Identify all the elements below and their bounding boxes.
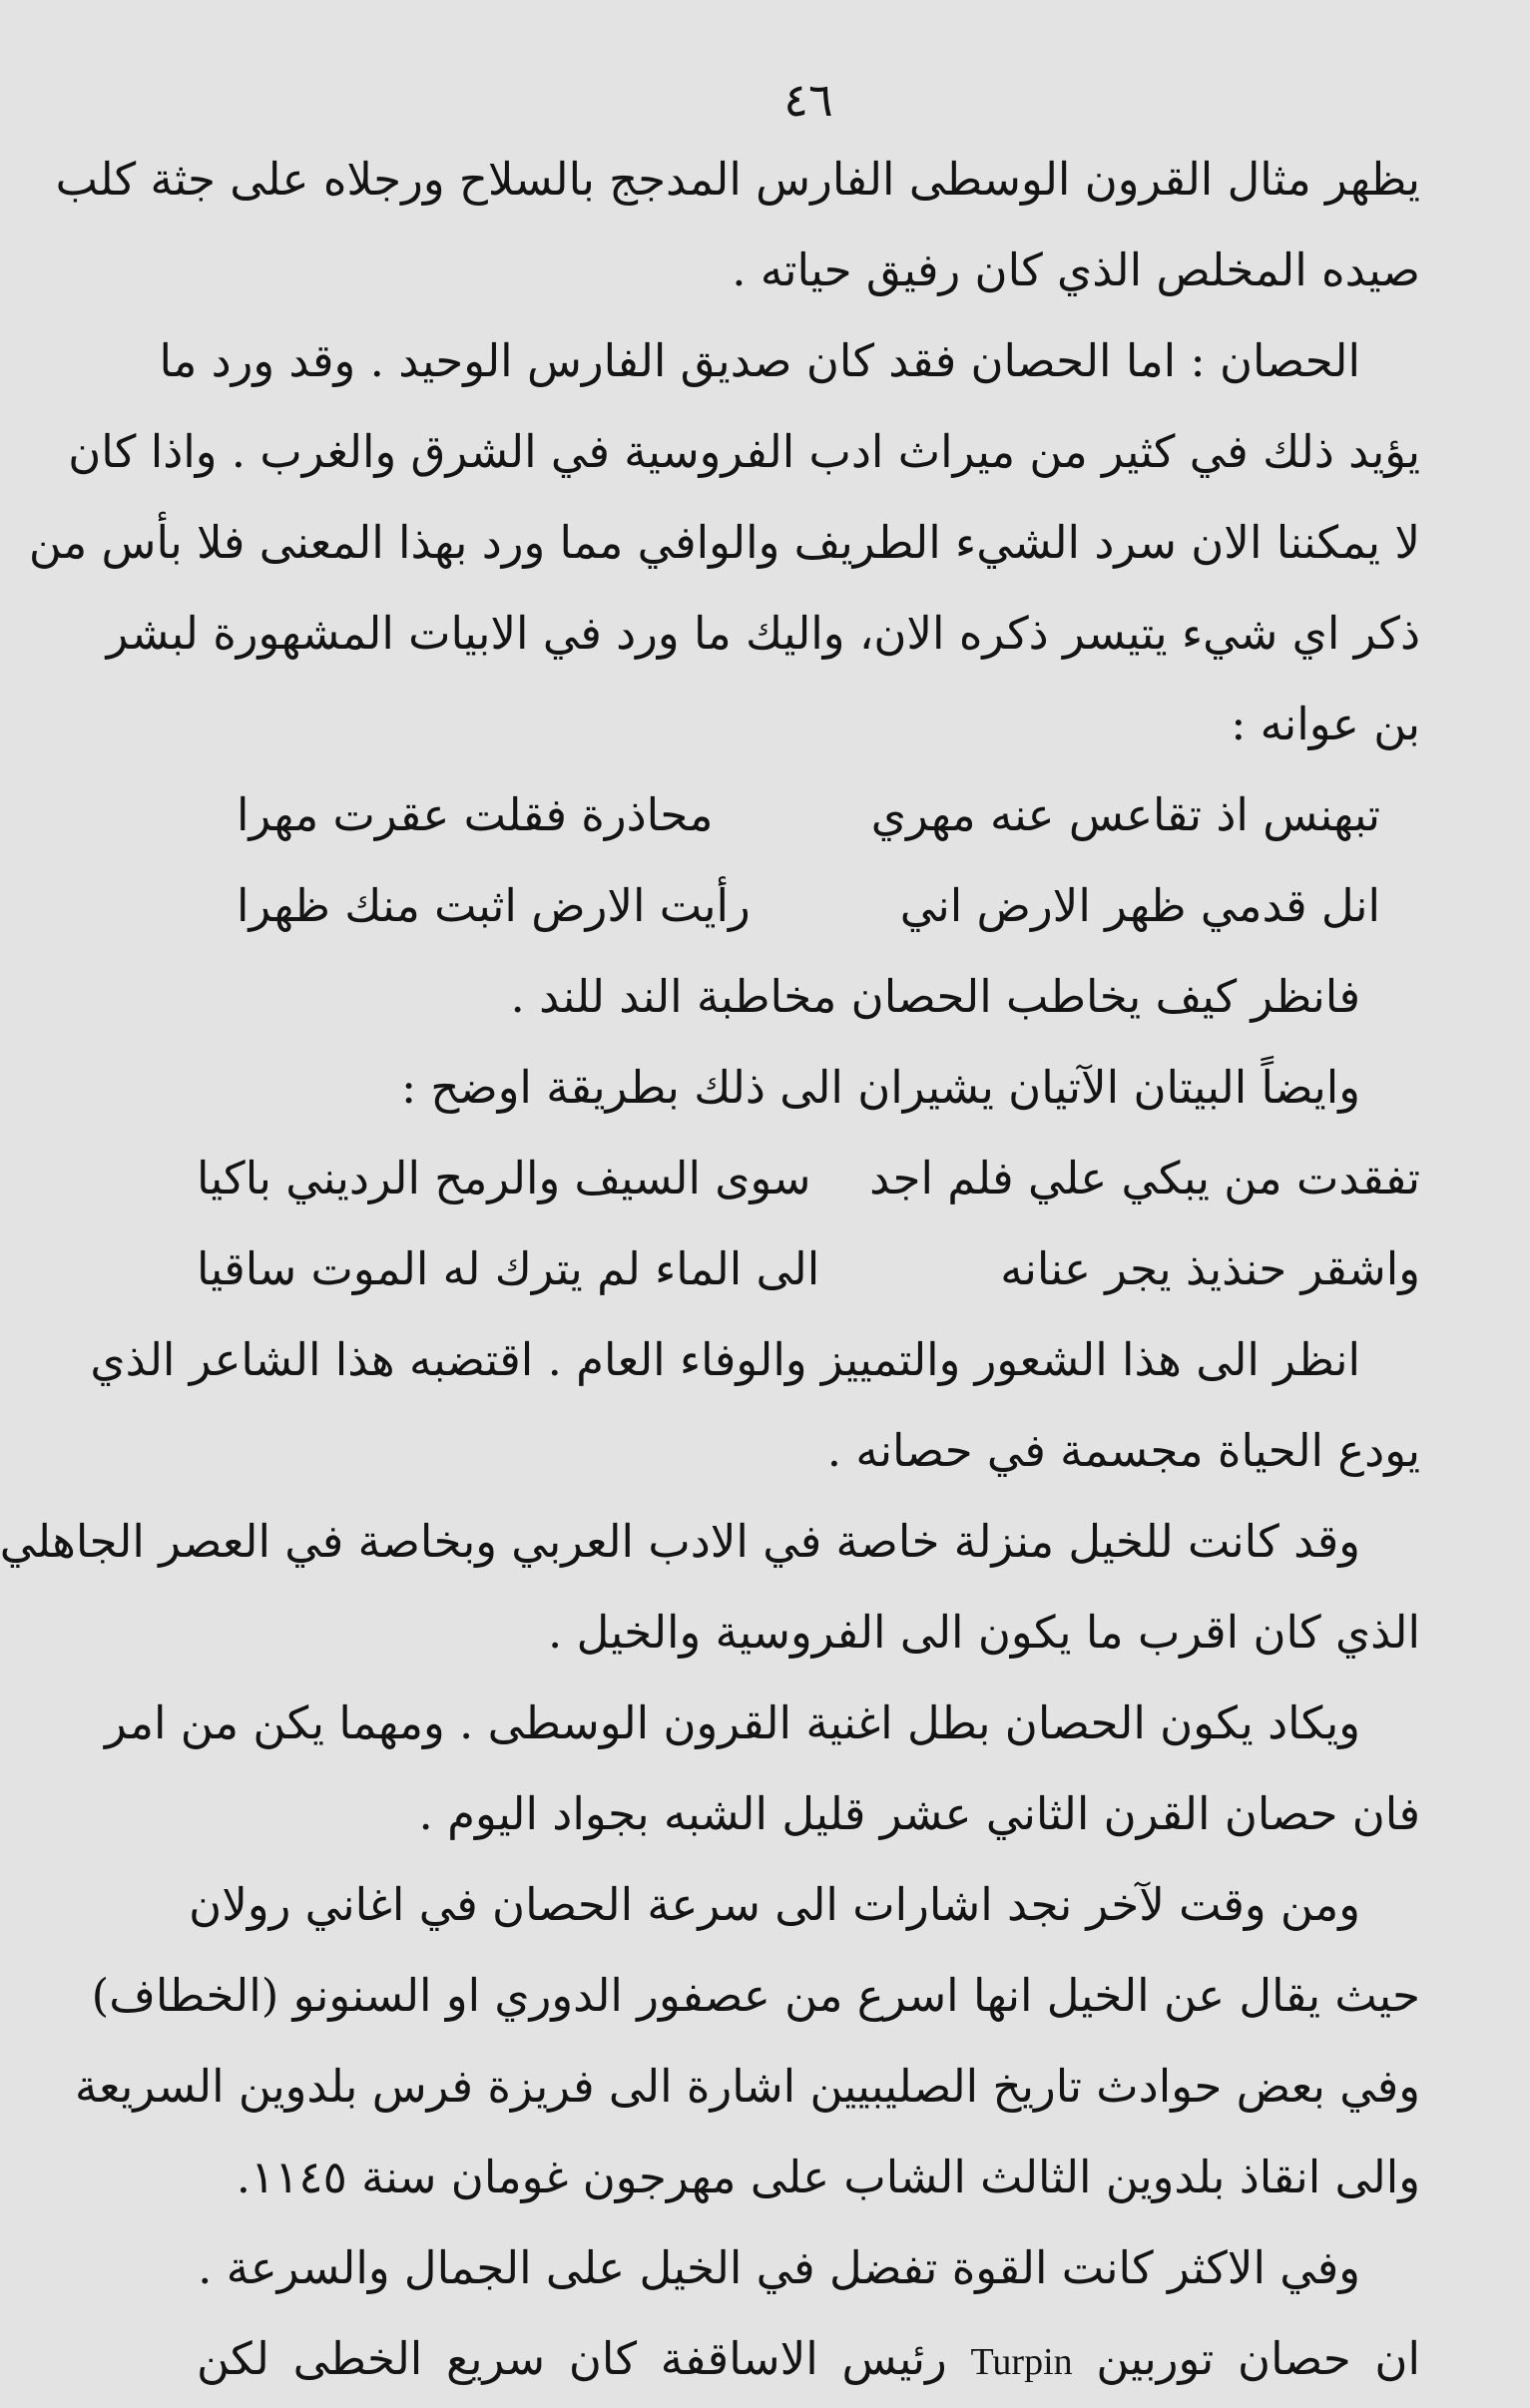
text-line: فان حصان القرن الثاني عشر قليل الشبه بجواد اليوم . — [418, 1787, 1420, 1840]
text-line: لا يمكننا الان سرد الشيء الطريف والوافي مما ورد بهذا المعنى فلا بأس من — [28, 516, 1420, 569]
verse-second-hemistich: الى الماء لم يترك له الموت ساقيا — [197, 1242, 820, 1295]
text-line: حيث يقال عن الخيل انها اسرع من عصفور الدوري او السنونو (الخطاف) — [91, 1969, 1420, 2022]
text-line: يؤيد ذلك في كثير من ميراث ادب الفروسية في الشرق والغرب . واذا كان — [68, 425, 1420, 478]
poem-verse — [197, 769, 1420, 860]
poem-mourner — [197, 1133, 1420, 1314]
text-line: وفي الاكثر كانت القوة تفضل في الخيل على الجمال والسرعة . — [198, 2241, 1360, 2294]
paragraph-arabic-literature — [0, 1496, 1420, 1678]
paragraph-medieval-song — [105, 1678, 1420, 1859]
paragraph-horse-friend — [28, 315, 1420, 769]
text-line: ويكاد يكون الحصان بطل اغنية القرون الوسطى . ومهما يكن من امر — [105, 1696, 1360, 1749]
text-line: والى انقاذ بلدوين الثالث الشاب على مهرجون غومان سنة ١١٤٥. — [236, 2151, 1420, 2203]
poem-bishr — [197, 769, 1420, 951]
verse-second-hemistich: رأيت الارض اثبت منك ظهرا — [237, 879, 751, 932]
text-line-turpin — [197, 2313, 1420, 2404]
paragraph-equal-address — [197, 951, 1420, 1133]
verse-first-hemistich: انل قدمي ظهر الارض اني — [899, 879, 1380, 932]
verse-first-hemistich: تفقدت من يبكي علي فلم اجد — [869, 1152, 1420, 1204]
text-line: يودع الحياة مجسمة في حصانه . — [826, 1424, 1420, 1477]
text-line: وقد كانت للخيل منزلة خاصة في الادب العربي وبخاصة في العصر الجاهلي — [0, 1515, 1360, 1568]
text-segment: رئيس الاساقفة كان سريع الخطى لكن — [197, 2332, 947, 2385]
text-line: الحصان : اما الحصان فقد كان صديق الفارس الوحيد . وقد ورد ما — [159, 334, 1360, 387]
verse-second-hemistich: سوى السيف والرمح الرديني باكيا — [197, 1152, 811, 1204]
verse-second-hemistich: محاذرة فقلت عقرت مهرا — [237, 788, 714, 841]
text-line: وفي بعض حوادث تاريخ الصليبيين اشارة الى فريزة فرس بلدوين السريعة — [75, 2060, 1420, 2113]
paragraph-loyalty — [90, 1314, 1420, 1496]
text-line: وايضاً البيتان الآتيان يشيران الى ذلك بطريقة اوضح : — [400, 1061, 1360, 1114]
text-line: ومن وقت لآخر نجد اشارات الى سرعة الحصان في اغاني رولان — [189, 1878, 1360, 1931]
text-line: صيده المخلص الذي كان رفيق حياته . — [732, 243, 1420, 296]
text-line: فانظر كيف يخاطب الحصان مخاطبة الند للند . — [510, 970, 1360, 1023]
verse-first-hemistich: واشقر حنذيذ يجر عنانه — [1000, 1242, 1420, 1295]
latin-name-turpin: Turpin — [970, 2341, 1073, 2383]
text-segment: ان حصان توربين — [1096, 2332, 1420, 2385]
text-line: ذكر اي شيء يتيسر ذكره الان، واليك ما ورد في الابيات المشهورة لبشر — [106, 607, 1420, 660]
paragraph-horse-speed — [75, 1859, 1420, 2222]
verse-first-hemistich: تبهنس اذ تقاعس عنه مهري — [870, 788, 1380, 841]
text-line: يظهر مثال القرون الوسطى الفارس المدجج بالسلاح ورجلاه على جثة كلب — [55, 153, 1420, 206]
text-line: انظر الى هذا الشعور والتمييز والوفاء العام . اقتضبه هذا الشاعر الذي — [90, 1333, 1360, 1386]
page-number: ٤٦ — [783, 73, 833, 127]
poem-verse — [197, 860, 1420, 951]
poem-verse — [197, 1223, 1420, 1314]
paragraph-strength — [197, 2222, 1420, 2404]
paragraph-knight-dog — [55, 134, 1420, 315]
text-line: الذي كان اقرب ما يكون الى الفروسية والخيل . — [548, 1606, 1420, 1659]
text-line: بن عوانه : — [1231, 698, 1420, 750]
poem-verse — [197, 1133, 1420, 1223]
